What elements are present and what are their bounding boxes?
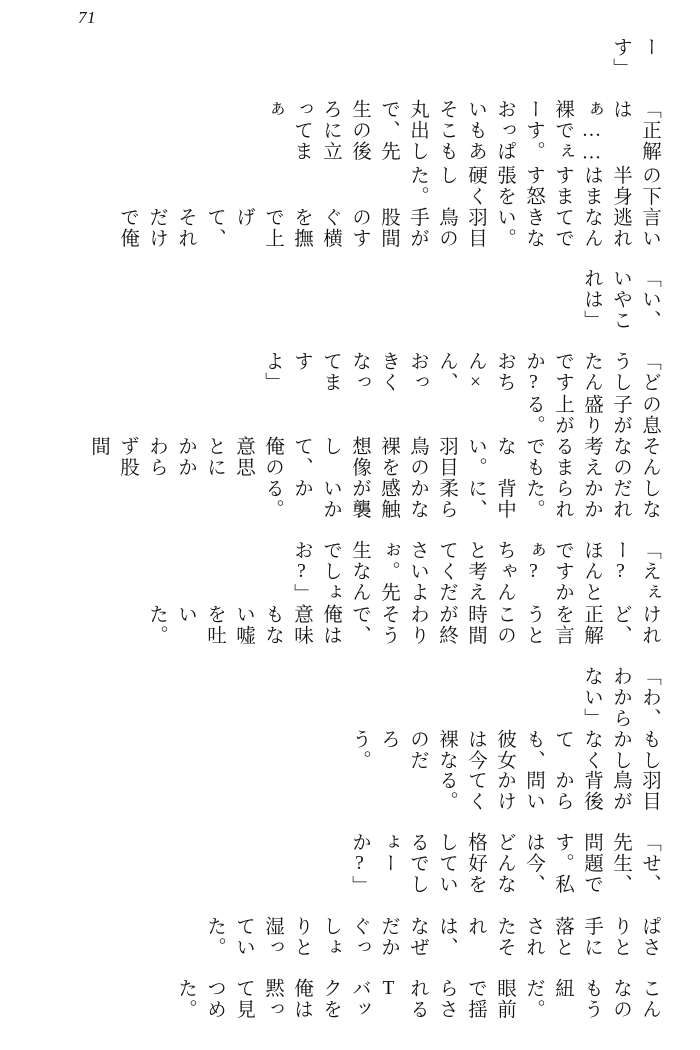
paragraph-line: の下半身はますます怒張を硬くした。 [407, 164, 660, 207]
paragraph-line: 「正解はぁ……裸でぇーす。おっぱいもあそこも丸出しで、先生の後ろに立ってまぁ [262, 99, 660, 165]
paragraph-line: 羽目鳥が背後から問いかけてくる。 [436, 770, 660, 813]
paragraph-line: もしかしなくても、彼女は今裸なのだろう。 [349, 728, 660, 771]
page-number: 71 [78, 8, 96, 27]
paragraph-line: しなだれかかられた。背中に、柔らかな感触が襲いかかる。 [262, 478, 660, 520]
paragraph-line: そんなの考えるまでもない。羽目鳥の裸を想像して、俺の意思とにかかわらず股間 [88, 436, 660, 479]
paragraph-line: ぱさりと手に落とされたそれは、なぜだかぐっしょりと湿っていた。 [204, 916, 660, 959]
paragraph-line: こんなのもう紐だ。眼前で揺らされるTバックを俺は黙って見つめた。 [175, 978, 660, 1020]
paragraph-line: 「どうしたんですか? おちん×ん、おっきくなってますよ」 [262, 351, 660, 395]
paragraph-line: 言い逃れなんてできない。羽目鳥の手が股間のすぐ横を撫で上げて、それだけで俺 [117, 206, 660, 249]
paragraph-line: 「せ、先生、問題です。私は今、どんな格好をしているでしょーか?」 [349, 832, 660, 897]
paragraph-line: ーす」 [610, 37, 660, 80]
paragraph-line: の息子が盛り上がる。 [523, 394, 660, 437]
paragraph-line: 「わ、わからない」 [581, 665, 660, 729]
vertical-text-body [40, 37, 664, 1020]
paragraph-line: けれど、正解を言うとこの時間が終わりそうで、俺は意味もない嘘を吐いた。 [146, 604, 660, 646]
paragraph-line: 「い、いやこれは」 [581, 268, 660, 332]
paragraph-line: 「えぇー? ほんとですかぁ? ちゃんと考えてくださいよぉ。先生なんでしょお?」 [291, 539, 660, 605]
